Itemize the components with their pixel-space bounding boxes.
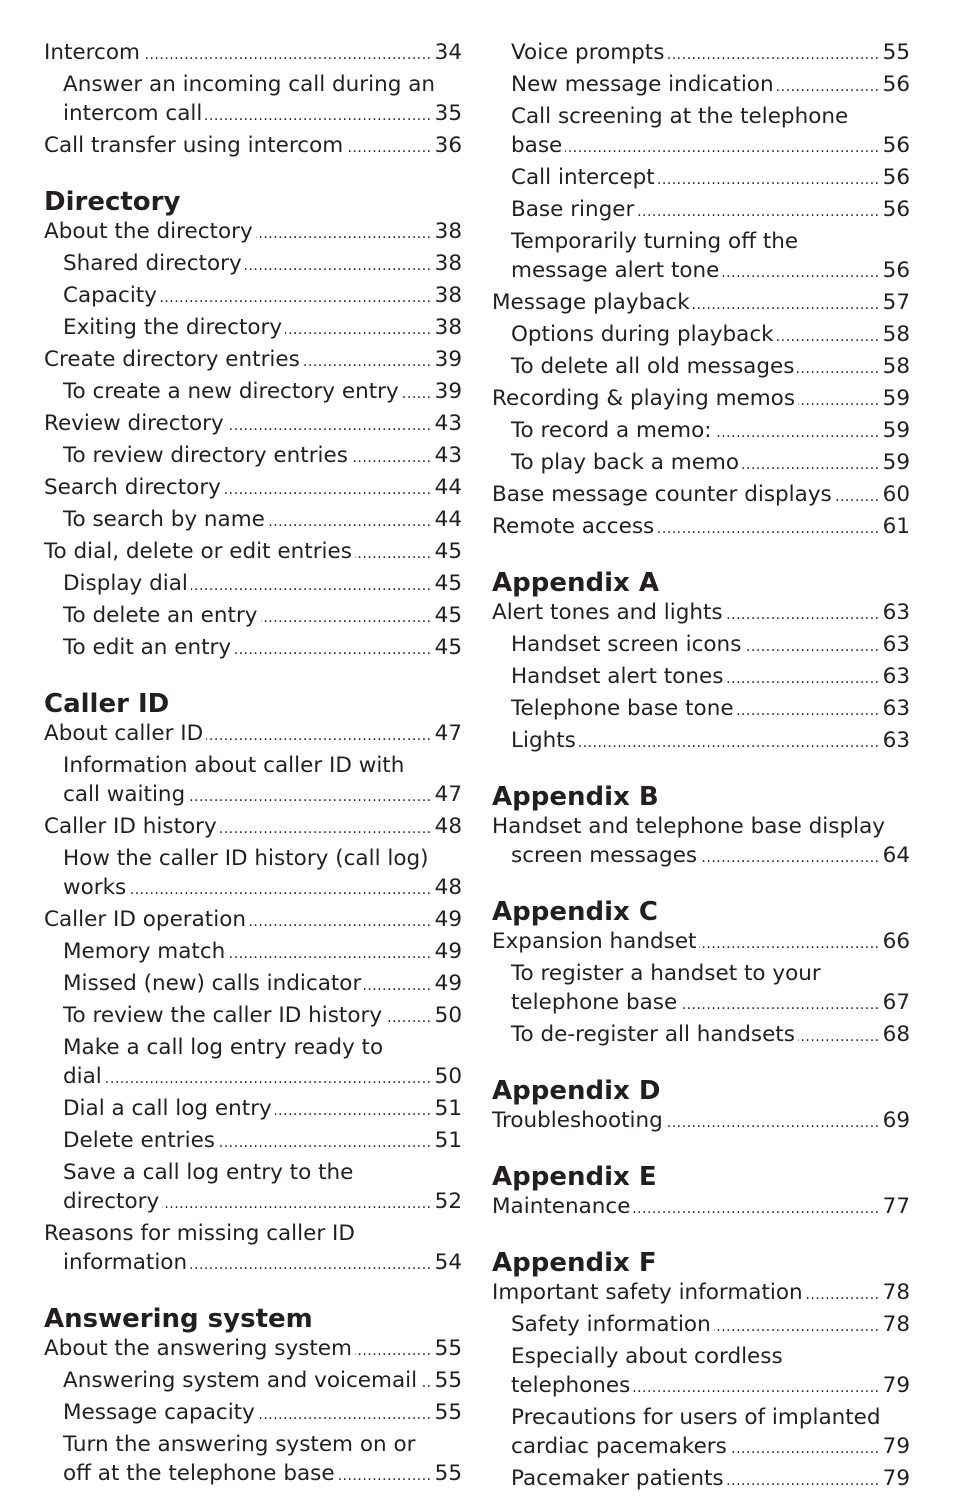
toc-entry-title: Telephone base tone [511,696,734,721]
toc-entry[interactable] [44,1430,462,1459]
toc-page-number: 34 [434,40,462,65]
toc-entry-title: Call intercept [511,165,655,190]
toc-entry-title: To review the caller ID history [63,1003,383,1028]
toc-entry-title: works [63,875,127,900]
dot-leader [190,1251,432,1280]
toc-page-number: 61 [882,514,910,539]
toc-page-number: 49 [434,939,462,964]
toc-entry-title: About the directory [44,219,253,244]
toc-page-number: 59 [882,386,910,411]
toc-page-number: 57 [882,290,910,315]
toc-page-number: 60 [882,482,910,507]
toc-page-number: 63 [882,632,910,657]
dot-leader [777,323,880,352]
toc-entry[interactable] [44,1033,462,1062]
toc-page-number: 52 [434,1189,462,1214]
toc-page-number: 63 [882,664,910,689]
toc-entry-title: message alert tone [511,258,720,283]
toc-entry-title: About the answering system [44,1336,352,1361]
dot-leader [228,940,431,969]
toc-entry-title: directory [63,1189,160,1214]
section-heading-appendix-b: Appendix B [492,782,659,812]
dot-leader [633,1195,879,1224]
section-heading-appendix-c: Appendix C [492,897,658,927]
toc-page-number: 58 [882,322,910,347]
toc-entry-title: Handset alert tones [511,664,724,689]
toc-page-number: 69 [882,1108,910,1133]
dot-leader [730,1435,880,1464]
toc-entry[interactable] [492,662,910,694]
dot-leader [355,540,432,569]
dot-leader [129,876,431,905]
toc-entry-title: Intercom [44,40,140,65]
toc-page-number: 79 [882,1434,910,1459]
dot-leader [700,844,880,873]
toc-entry-title: Review directory [44,411,224,436]
section-heading-appendix-e: Appendix E [492,1162,657,1192]
toc-entry-title: Base message counter displays [492,482,832,507]
toc-entry[interactable] [492,927,910,959]
toc-page-number: 56 [882,165,910,190]
dot-leader [714,1313,880,1342]
toc-entry[interactable] [492,841,910,873]
toc-entry-title: Call transfer using intercom [44,133,344,158]
toc-page-number: 63 [882,600,910,625]
toc-entry-title: Information about caller ID with [63,753,405,778]
toc-entry-title: Caller ID history [44,814,217,839]
toc-entry-title: To delete an entry [63,603,258,628]
toc-entry[interactable] [492,726,910,758]
dot-leader [777,73,880,102]
dot-leader [191,572,432,601]
dot-leader [143,41,432,70]
toc-entry[interactable] [44,1459,462,1491]
toc-entry[interactable] [44,873,462,905]
toc-entry[interactable] [44,601,462,633]
toc-entry-title: Answer an incoming call during an [63,72,436,97]
toc-entry[interactable] [492,70,910,102]
dot-leader [565,134,879,163]
toc-page-number: 58 [882,354,910,379]
dot-leader [188,783,431,812]
toc-page-number: 48 [434,814,462,839]
toc-entry[interactable] [492,1403,910,1432]
dot-leader [364,972,431,1001]
toc-entry-title: Remote access [492,514,655,539]
toc-entry[interactable] [44,1001,462,1033]
dot-leader [835,483,880,512]
toc-entry-title: Capacity [63,283,157,308]
toc-entry[interactable] [492,102,910,131]
toc-entry[interactable] [44,1248,462,1280]
toc-entry-title: screen messages [511,843,698,868]
toc-entry[interactable] [44,812,462,844]
toc-entry[interactable] [44,377,462,409]
toc-entry[interactable] [492,630,910,662]
dot-leader [245,252,432,281]
toc-entry[interactable] [44,131,462,163]
toc-entry[interactable] [44,409,462,441]
toc-entry[interactable] [44,751,462,780]
section-heading-directory: Directory [44,187,181,217]
toc-entry-title: base [511,133,563,158]
toc-page-number: 64 [882,843,910,868]
toc-entry[interactable] [44,537,462,569]
toc-page-number: 36 [434,133,462,158]
toc-entry-title: To play back a memo [511,450,740,475]
toc-page-number: 38 [434,283,462,308]
section-heading-appendix-d: Appendix D [492,1076,661,1106]
toc-entry-title: Memory match [63,939,226,964]
toc-entry-title: Reasons for missing caller ID [44,1221,355,1246]
toc-entry-title: About caller ID [44,721,204,746]
toc-entry-title: Alert tones and lights [492,600,723,625]
toc-entry-title: Message capacity [63,1400,255,1425]
toc-entry-title: Call screening at the telephone [511,104,849,129]
toc-entry[interactable] [44,249,462,281]
toc-entry[interactable] [492,1342,910,1371]
toc-entry[interactable] [44,937,462,969]
toc-entry[interactable] [44,969,462,1001]
toc-entry-title: To search by name [63,507,265,532]
toc-entry-title: Save a call log entry to the [63,1160,354,1185]
toc-page-number: 55 [434,1368,462,1393]
toc-entry[interactable] [44,38,462,70]
toc-page-number: 54 [434,1250,462,1275]
dot-leader [657,515,879,544]
toc-entry-title: Voice prompts [511,40,665,65]
section-heading-caller-id: Caller ID [44,689,170,719]
toc-entry-title: New message indication [511,72,774,97]
toc-page-number: 78 [882,1280,910,1305]
toc-entry-title: telephone base [511,990,678,1015]
dot-leader [234,636,432,665]
toc-entry-title: To delete all old messages [511,354,795,379]
toc-page-number: 45 [434,539,462,564]
toc-entry[interactable] [44,1187,462,1219]
dot-leader [420,1369,432,1398]
toc-page-number: 45 [434,635,462,660]
toc-entry-title: To register a handset to your [511,961,821,986]
toc-entry-title: Delete entries [63,1128,216,1153]
toc-entry-title: Especially about cordless [511,1344,783,1369]
dot-leader [797,355,879,384]
dot-leader [726,601,880,630]
toc-page-number: 38 [434,315,462,340]
dot-leader [726,665,879,694]
dot-leader [218,1129,432,1158]
dot-leader [798,387,880,416]
dot-leader [798,1023,880,1052]
toc-entry[interactable] [492,694,910,726]
toc-entry[interactable] [44,1366,462,1398]
dot-leader [303,348,432,377]
dot-leader [633,1374,879,1403]
toc-entry[interactable] [492,1192,910,1224]
toc-entry[interactable] [492,1020,910,1052]
toc-entry-title: Message playback [492,290,690,315]
toc-page-number: 66 [882,929,910,954]
toc-page-number: 38 [434,251,462,276]
toc-page-number: 39 [434,347,462,372]
dot-leader [806,1281,880,1310]
toc-entry[interactable] [44,441,462,473]
dot-leader [205,102,431,131]
dot-leader [715,419,880,448]
toc-entry-title: Caller ID operation [44,907,246,932]
toc-entry[interactable] [492,1464,910,1496]
toc-entry[interactable] [492,38,910,70]
dot-leader [737,697,880,726]
dot-leader [258,1401,432,1430]
toc-entry[interactable] [492,416,910,448]
toc-entry[interactable] [492,1106,910,1138]
section-heading-appendix-a: Appendix A [492,568,659,598]
dot-leader [637,198,879,227]
toc-page-number: 45 [434,603,462,628]
dot-leader [227,412,432,441]
toc-page-number: 55 [434,1336,462,1361]
toc-entry-title: To dial, delete or edit entries [44,539,352,564]
toc-page-number: 59 [882,450,910,475]
toc-entry-title: Missed (new) calls indicator [63,971,362,996]
toc-entry[interactable] [44,1158,462,1187]
toc-entry-title: Exiting the directory [63,315,283,340]
toc-entry-title: off at the telephone base [63,1461,335,1486]
toc-page-number: 55 [882,40,910,65]
dot-leader [699,930,879,959]
toc-page-number: 78 [882,1312,910,1337]
dot-leader [249,908,432,937]
toc-page-number: 38 [434,219,462,244]
toc-entry-title: To edit an entry [63,635,232,660]
toc-entry-title: Search directory [44,475,221,500]
toc-entry-title: Answering system and voicemail [63,1368,418,1393]
toc-entry[interactable] [44,473,462,505]
toc-page-number: 59 [882,418,910,443]
toc-entry[interactable] [492,288,910,320]
toc-entry[interactable] [44,1062,462,1094]
toc-entry[interactable] [492,512,910,544]
toc-entry[interactable] [492,1310,910,1342]
toc-entry-title: Base ringer [511,197,635,222]
toc-entry[interactable] [492,195,910,227]
toc-entry-title: Turn the answering system on or [63,1432,416,1457]
toc-entry-title: Shared directory [63,251,242,276]
toc-entry[interactable] [44,780,462,812]
toc-page-number: 68 [882,1022,910,1047]
dot-leader [351,444,432,473]
toc-entry-title: To de-register all handsets [511,1022,795,1047]
toc-entry-title: Safety information [511,1312,711,1337]
toc-entry[interactable] [44,1334,462,1366]
toc-entry[interactable] [44,1398,462,1430]
toc-entry[interactable] [44,1094,462,1126]
toc-entry-title: cardiac pacemakers [511,1434,727,1459]
dot-leader [402,380,432,409]
toc-entry[interactable] [492,480,910,512]
toc-entry-title: call waiting [63,782,186,807]
toc-page-number: 45 [434,571,462,596]
dot-leader [667,41,879,70]
toc-entry-title: Important safety information [492,1280,803,1305]
toc-entry[interactable] [492,352,910,384]
toc-entry[interactable] [44,345,462,377]
toc-page-number: 79 [882,1466,910,1491]
toc-entry[interactable] [492,448,910,480]
toc-entry-title: Troubleshooting [492,1108,663,1133]
dot-leader [680,991,879,1020]
toc-entry-title: To record a memo: [511,418,712,443]
toc-entry[interactable] [44,1219,462,1248]
toc-page-number: 50 [434,1003,462,1028]
toc-entry-title: To create a new directory entry [63,379,399,404]
toc-entry[interactable] [44,505,462,537]
toc-entry-title: Maintenance [492,1194,631,1219]
toc-page-number: 63 [882,696,910,721]
toc-entry[interactable] [44,633,462,665]
toc-entry[interactable] [44,99,462,131]
section-heading-answering-system: Answering system [44,1304,313,1334]
toc-page-number: 49 [434,907,462,932]
toc-entry-title: Display dial [63,571,188,596]
toc-entry[interactable] [492,959,910,988]
toc-entry[interactable] [44,313,462,345]
dot-leader [338,1462,432,1491]
toc-entry-title: Make a call log entry ready to [63,1035,384,1060]
toc-entry[interactable] [492,812,910,841]
toc-entry-title: Options during playback [511,322,774,347]
dot-leader [261,604,432,633]
toc-page-number: 35 [434,101,462,126]
toc-page-number: 44 [434,475,462,500]
dot-leader [275,1097,432,1126]
toc-page-number: 63 [882,728,910,753]
toc-entry-title: dial [63,1064,102,1089]
toc-entry-title: Expansion handset [492,929,697,954]
toc-entry[interactable] [492,227,910,256]
toc-page-number: 50 [434,1064,462,1089]
toc-entry-title: Pacemaker patients [511,1466,724,1491]
toc-entry-title: Temporarily turning off the [511,229,799,254]
toc-page-number: 55 [434,1400,462,1425]
dot-leader [220,815,432,844]
dot-leader [666,1109,880,1138]
toc-page-number: 48 [434,875,462,900]
dot-leader [658,166,880,195]
toc-entry-title: Handset and telephone base display [492,814,885,839]
toc-page-number: 56 [882,258,910,283]
toc-entry[interactable] [492,131,910,163]
toc-page-number: 44 [434,507,462,532]
dot-leader [256,220,432,249]
toc-entry-title: Precautions for users of implanted [511,1405,881,1430]
dot-leader [722,259,879,288]
toc-page-number: 47 [434,721,462,746]
dot-leader [206,722,432,751]
toc-page-number: 56 [882,197,910,222]
toc-page-number: 49 [434,971,462,996]
dot-leader [160,284,432,313]
toc-entry[interactable] [492,384,910,416]
toc-page-number: 55 [434,1461,462,1486]
toc-page-number: 79 [882,1373,910,1398]
toc-entry[interactable] [44,217,462,249]
toc-entry-title: telephones [511,1373,631,1398]
toc-entry[interactable] [44,569,462,601]
toc-entry[interactable] [44,70,462,99]
dot-leader [355,1337,432,1366]
toc-entry[interactable] [492,256,910,288]
dot-leader [346,134,431,163]
toc-entry-title: Handset screen icons [511,632,742,657]
dot-leader [224,476,432,505]
toc-entry[interactable] [44,1126,462,1158]
toc-page-number: 39 [434,379,462,404]
toc-entry[interactable] [44,905,462,937]
toc-page-number: 43 [434,443,462,468]
dot-leader [727,1467,880,1496]
toc-column-left [44,38,462,1491]
toc-page-number: 67 [882,990,910,1015]
toc-entry[interactable] [492,1278,910,1310]
toc-entry[interactable] [492,1432,910,1464]
toc-page-number: 77 [882,1194,910,1219]
toc-entry-title: intercom call [63,101,203,126]
dot-leader [693,291,880,320]
dot-leader [268,508,432,537]
toc-entry-title: To review directory entries [63,443,348,468]
section-heading-appendix-f: Appendix F [492,1248,657,1278]
dot-leader [742,451,880,480]
toc-entry-title: Dial a call log entry [63,1096,272,1121]
toc-entry-title: How the caller ID history (call log) [63,846,429,871]
dot-leader [579,729,880,758]
toc-page-number: 47 [434,782,462,807]
toc-page-number: 51 [434,1096,462,1121]
toc-page-number: 51 [434,1128,462,1153]
dot-leader [105,1065,432,1094]
toc-page-number: 56 [882,133,910,158]
toc-entry[interactable] [44,844,462,873]
toc-entry-title: Create directory entries [44,347,300,372]
toc-entry-title: information [63,1250,188,1275]
toc-entry[interactable] [492,598,910,630]
toc-entry[interactable] [492,1371,910,1403]
toc-entry-title: Recording & playing memos [492,386,796,411]
toc-entry[interactable] [44,281,462,313]
toc-entry[interactable] [44,719,462,751]
toc-entry[interactable] [492,163,910,195]
toc-page-number: 43 [434,411,462,436]
dot-leader [385,1004,432,1033]
toc-entry-title: Lights [511,728,576,753]
dot-leader [285,316,432,345]
toc-page-number: 56 [882,72,910,97]
toc-column-right [492,38,910,1496]
toc-entry[interactable] [492,320,910,352]
dot-leader [162,1190,431,1219]
dot-leader [744,633,879,662]
toc-entry[interactable] [492,988,910,1020]
